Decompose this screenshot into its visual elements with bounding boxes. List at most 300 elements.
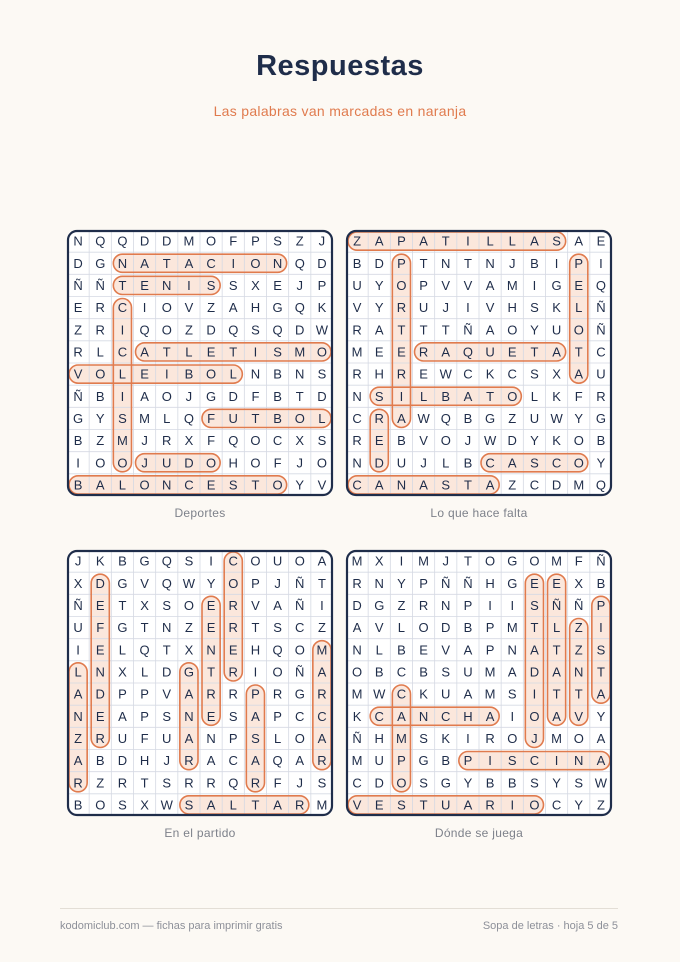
grid-letter: A <box>397 411 406 427</box>
grid-letter: X <box>251 278 260 294</box>
grid-letter: I <box>120 388 125 404</box>
grid-letter: O <box>161 388 172 404</box>
grid-letter: Q <box>183 411 194 427</box>
grid-letter: K <box>419 686 428 702</box>
grid-letter: R <box>485 797 495 813</box>
grid-letter: K <box>552 388 561 404</box>
puzzle-caption: Deportes <box>174 506 226 520</box>
grid-letter: Ñ <box>574 598 584 614</box>
grid-letter: F <box>229 233 238 249</box>
grid-letter: F <box>574 388 583 404</box>
grid-letter: O <box>206 233 217 249</box>
grid-letter: V <box>441 642 451 658</box>
grid-letter: I <box>599 255 603 271</box>
grid-letter: D <box>374 775 384 791</box>
grid-letter: A <box>463 388 473 404</box>
grid-letter: X <box>184 433 194 449</box>
grid-letter: A <box>184 731 194 747</box>
grid-letter: T <box>118 278 127 294</box>
grid-letter: V <box>374 620 384 636</box>
grid-letter: B <box>273 366 282 382</box>
grid-letter: O <box>507 322 518 338</box>
grid-letter: A <box>485 477 495 493</box>
grid-letter: L <box>273 731 282 747</box>
grid-letter: B <box>463 620 473 636</box>
grid-letter: Z <box>184 322 193 338</box>
grid-letter: E <box>273 278 282 294</box>
grid-letter: N <box>206 642 216 658</box>
grid-letter: X <box>118 664 127 680</box>
grid-letter: P <box>140 686 149 702</box>
grid-letter: P <box>463 753 473 769</box>
grid-letter: K <box>317 300 327 316</box>
grid-letter: S <box>441 477 451 493</box>
grid-letter: M <box>316 642 328 658</box>
grid-letter: F <box>207 433 216 449</box>
grid-letter: A <box>463 797 473 813</box>
grid-letter: Q <box>228 775 239 791</box>
grid-letter: Z <box>508 477 517 493</box>
grid-letter: W <box>550 411 563 427</box>
grid-letter: U <box>485 344 495 360</box>
grid-letter: U <box>272 553 283 569</box>
grid-letter: E <box>206 598 216 614</box>
grid-letter: G <box>95 255 106 271</box>
grid-letter: P <box>419 575 428 591</box>
grid-letter: N <box>117 255 128 271</box>
grid-letter: K <box>352 708 362 724</box>
grid-letter: Ñ <box>463 575 473 591</box>
grid-letter: A <box>552 708 561 724</box>
grid-letter: V <box>574 708 584 724</box>
grid-letter: O <box>250 255 261 271</box>
grid-letter: D <box>228 388 238 404</box>
grid-letter: V <box>463 278 473 294</box>
grid-letter: Y <box>463 775 473 791</box>
grid-letter: R <box>317 686 327 702</box>
grid-letter: L <box>229 366 237 382</box>
grid-letter: I <box>231 255 236 271</box>
grid-letter: T <box>207 664 216 680</box>
grid-letter: N <box>507 642 517 658</box>
grid-letter: F <box>140 731 149 747</box>
grid-letter: T <box>140 620 149 636</box>
grid-letter: Y <box>95 411 105 427</box>
grid-letter: V <box>73 366 83 382</box>
grid-letter: E <box>574 278 584 294</box>
grid-letter: N <box>162 278 172 294</box>
grid-letter: X <box>295 433 305 449</box>
grid-letter: U <box>463 664 473 680</box>
grid-letter: R <box>184 753 194 769</box>
grid-letter: Q <box>595 278 606 294</box>
grid-letter: E <box>397 344 406 360</box>
grid-letter: A <box>596 686 606 702</box>
grid-letter: P <box>485 642 495 658</box>
grid-letter: I <box>76 642 80 658</box>
grid-letter: K <box>485 366 495 382</box>
grid-letter: E <box>140 366 149 382</box>
grid-letter: Ñ <box>73 388 83 404</box>
grid-letter: N <box>396 477 407 493</box>
grid-letter: W <box>594 775 608 791</box>
grid-letter: O <box>485 553 496 569</box>
grid-letter: M <box>351 753 363 769</box>
grid-letter: G <box>374 598 385 614</box>
grid-letter: S <box>162 598 172 614</box>
grid-letter: B <box>441 388 451 404</box>
grid-letter: B <box>95 388 105 404</box>
grid-letter: B <box>73 477 83 493</box>
grid-letter: U <box>441 797 451 813</box>
grid-letter: O <box>95 797 106 813</box>
grid-letter: I <box>466 233 470 249</box>
grid-letter: T <box>419 797 428 813</box>
grid-letter: E <box>140 278 149 294</box>
grid-letter: O <box>352 664 363 680</box>
grid-letter: T <box>419 322 428 338</box>
grid-letter: X <box>374 553 384 569</box>
grid-letter: G <box>206 388 217 404</box>
grid-letter: O <box>161 322 172 338</box>
grid-letter: V <box>140 575 149 591</box>
grid-letter: P <box>251 686 260 702</box>
grid-letter: T <box>552 642 561 658</box>
grid-letter: G <box>139 553 150 569</box>
grid-letter: I <box>253 344 258 360</box>
grid-letter: Ñ <box>441 575 451 591</box>
grid-letter: D <box>73 255 83 271</box>
grid-letter: C <box>596 344 606 360</box>
grid-letter: B <box>397 642 406 658</box>
grid-letter: Q <box>228 322 239 338</box>
grid-letter: V <box>162 686 172 702</box>
grid-letter: B <box>441 753 451 769</box>
grid-letter: D <box>441 620 451 636</box>
grid-letter: S <box>206 278 216 294</box>
grid-letter: B <box>596 433 606 449</box>
grid-letter: S <box>184 797 194 813</box>
grid-letter: R <box>396 300 407 316</box>
grid-letter: A <box>317 664 327 680</box>
grid-letter: Ñ <box>551 598 562 614</box>
grid-letter: B <box>374 664 384 680</box>
grid-letter: F <box>273 775 282 791</box>
grid-letter: T <box>574 344 583 360</box>
grid-letter: S <box>273 344 282 360</box>
grid-letter: C <box>352 411 362 427</box>
grid-letter: U <box>441 686 451 702</box>
grid-letter: N <box>162 620 172 636</box>
grid-letter: R <box>206 775 216 791</box>
grid-letter: U <box>162 731 172 747</box>
grid-letter: A <box>184 686 194 702</box>
grid-letter: J <box>442 300 449 316</box>
grid-letter: C <box>374 708 384 724</box>
grid-letter: S <box>507 753 517 769</box>
grid-letter: U <box>352 278 362 294</box>
grid-letter: Q <box>272 642 283 658</box>
grid-letter: C <box>507 366 517 382</box>
grid-letter: J <box>442 553 449 569</box>
grid-letter: Ñ <box>596 300 606 316</box>
grid-letter: N <box>250 366 261 382</box>
grid-letter: E <box>374 797 384 813</box>
grid-letter: B <box>463 411 473 427</box>
grid-letter: R <box>418 344 429 360</box>
grid-letter: R <box>485 731 495 747</box>
grid-letter: T <box>162 642 171 658</box>
grid-letter: R <box>596 388 606 404</box>
grid-letter: R <box>95 731 105 747</box>
grid-letter: Y <box>530 322 539 338</box>
grid-letter: L <box>508 233 516 249</box>
grid-letter: M <box>395 731 407 747</box>
grid-letter: N <box>574 753 584 769</box>
grid-letter: I <box>554 255 559 271</box>
grid-letter: O <box>294 411 305 427</box>
grid-letter: O <box>507 731 518 747</box>
grid-letter: R <box>184 775 194 791</box>
grid-letter: R <box>418 598 429 614</box>
grid-letter: A <box>441 344 451 360</box>
grid-letter: I <box>399 553 404 569</box>
grid-letter: T <box>251 411 260 427</box>
grid-letter: S <box>397 797 406 813</box>
grid-letter: L <box>397 620 406 636</box>
grid-letter: L <box>229 797 237 813</box>
grid-letter: P <box>317 278 327 294</box>
grid-letter: Q <box>440 411 451 427</box>
grid-letter: Y <box>574 411 584 427</box>
grid-letter: E <box>374 344 384 360</box>
grid-letter: M <box>484 686 496 702</box>
grid-letter: I <box>554 753 559 769</box>
grid-letter: O <box>573 731 584 747</box>
grid-letter: R <box>352 322 362 338</box>
grid-letter: O <box>529 708 540 724</box>
grid-letter: A <box>352 620 362 636</box>
grid-letter: R <box>206 686 216 702</box>
grid-letter: M <box>351 553 363 569</box>
grid-letter: S <box>273 233 282 249</box>
grid-letter: I <box>599 620 603 636</box>
grid-letter: M <box>351 344 363 360</box>
grid-letter: W <box>439 366 452 382</box>
grid-letter: J <box>74 553 82 569</box>
grid-letter: O <box>529 553 540 569</box>
grid-letter: S <box>317 433 327 449</box>
grid-letter: N <box>485 255 495 271</box>
grid-letter: M <box>506 278 518 294</box>
grid-letter: N <box>206 731 216 747</box>
grid-letter: L <box>163 411 171 427</box>
grid-letter: B <box>352 255 362 271</box>
grid-letter: E <box>73 300 83 316</box>
word-search-grid <box>67 230 333 496</box>
page-subtitle: Las palabras van marcadas en naranja <box>213 103 467 119</box>
grid-letter: R <box>95 322 105 338</box>
grid-letter: E <box>596 233 606 249</box>
grid-letter: M <box>573 477 585 493</box>
grid-letter: S <box>419 775 428 791</box>
grid-letter: V <box>485 300 495 316</box>
grid-letter: H <box>228 455 238 471</box>
grid-letter: V <box>352 797 362 813</box>
grid-letter: G <box>272 300 283 316</box>
grid-letter: Y <box>574 797 584 813</box>
grid-letter: N <box>95 664 105 680</box>
grid-letter: H <box>463 708 473 724</box>
grid-letter: A <box>317 731 327 747</box>
grid-letter: A <box>552 344 561 360</box>
grid-letter: Y <box>596 455 606 471</box>
grid-letter: I <box>209 553 213 569</box>
grid-letter: I <box>120 322 125 338</box>
grid-letter: O <box>139 477 150 493</box>
grid-letter: O <box>95 366 106 382</box>
grid-letter: O <box>294 553 305 569</box>
grid-letter: H <box>507 300 517 316</box>
grid-letter: A <box>251 708 260 724</box>
grid-letter: I <box>510 708 515 724</box>
grid-letter: Q <box>462 344 473 360</box>
grid-letter: K <box>441 731 451 747</box>
grid-letter: O <box>294 731 305 747</box>
grid-letter: N <box>272 255 283 271</box>
grid-letter: S <box>118 797 127 813</box>
grid-letter: T <box>229 344 238 360</box>
grid-letter: W <box>417 411 430 427</box>
grid-letter: D <box>162 233 172 249</box>
grid-letter: P <box>574 255 584 271</box>
grid-letter: P <box>273 708 282 724</box>
grid-letter: T <box>317 575 326 591</box>
grid-letter: L <box>318 411 326 427</box>
grid-letter: D <box>139 233 150 249</box>
grid-letter: C <box>117 300 128 316</box>
grid-letter: O <box>272 664 283 680</box>
grid-letter: H <box>374 366 384 382</box>
grid-letter: O <box>294 642 305 658</box>
grid-letter: W <box>182 575 196 591</box>
grid-letter: H <box>485 575 495 591</box>
grid-letter: A <box>485 708 495 724</box>
grid-letter: A <box>374 322 384 338</box>
word-search-puzzle-sports <box>67 230 333 496</box>
grid-letter: Z <box>96 433 105 449</box>
footer-site-text: kodomiclub.com — fichas para imprimir gratis <box>60 920 283 932</box>
grid-letter: A <box>463 642 473 658</box>
grid-letter: S <box>228 708 238 724</box>
grid-letter: D <box>295 322 305 338</box>
grid-letter: P <box>397 753 406 769</box>
grid-letter: J <box>296 455 303 471</box>
grid-letter: A <box>574 366 584 382</box>
grid-letter: C <box>396 664 407 680</box>
grid-letter: Q <box>117 233 128 249</box>
grid-letter: O <box>440 433 451 449</box>
grid-letter: R <box>295 797 305 813</box>
grid-letter: T <box>441 233 450 249</box>
grid-letter: Z <box>397 598 406 614</box>
grid-letter: S <box>574 775 584 791</box>
grid-letter: P <box>485 620 495 636</box>
grid-letter: B <box>596 575 606 591</box>
grid-letter: J <box>296 775 303 791</box>
grid-letter: A <box>295 753 305 769</box>
grid-letter: Z <box>207 300 216 316</box>
grid-letter: D <box>117 753 128 769</box>
grid-letter: O <box>250 455 261 471</box>
grid-letter: C <box>117 344 128 360</box>
grid-letter: H <box>250 300 261 316</box>
grid-letter: Z <box>574 620 583 636</box>
grid-letter: L <box>375 642 383 658</box>
grid-letter: U <box>596 366 606 382</box>
grid-letter: P <box>140 708 149 724</box>
grid-letter: Y <box>552 775 561 791</box>
grid-letter: O <box>206 366 217 382</box>
grid-letter: E <box>374 433 384 449</box>
grid-letter: E <box>419 642 428 658</box>
grid-letter: C <box>206 255 216 271</box>
grid-letter: D <box>374 455 384 471</box>
grid-letter: Z <box>96 775 105 791</box>
grid-letter: A <box>140 388 149 404</box>
grid-letter: A <box>485 278 495 294</box>
grid-letter: N <box>73 233 83 249</box>
grid-letter: C <box>551 797 562 813</box>
grid-letter: A <box>374 477 384 493</box>
grid-letter: L <box>96 344 104 360</box>
grid-letter: Q <box>161 575 172 591</box>
grid-letter: I <box>488 598 492 614</box>
grid-letter: O <box>316 455 327 471</box>
grid-letter: O <box>573 433 584 449</box>
word-search-grid <box>67 550 333 816</box>
grid-letter: O <box>117 455 128 471</box>
grid-letter: G <box>507 553 518 569</box>
grid-letter: B <box>73 433 83 449</box>
grid-letter: P <box>463 598 473 614</box>
grid-letter: T <box>419 255 428 271</box>
grid-letter: Q <box>595 477 606 493</box>
grid-letter: S <box>118 411 127 427</box>
grid-letter: S <box>530 366 539 382</box>
grid-letter: Y <box>596 708 606 724</box>
grid-letter: X <box>574 575 584 591</box>
grid-letter: M <box>418 553 430 569</box>
grid-letter: A <box>463 686 473 702</box>
grid-letter: Ñ <box>596 322 606 338</box>
grid-letter: Y <box>397 575 406 591</box>
grid-letter: A <box>574 233 584 249</box>
grid-letter: Y <box>374 300 384 316</box>
grid-letter: V <box>419 433 428 449</box>
grid-letter: L <box>419 388 428 404</box>
grid-letter: P <box>228 731 238 747</box>
grid-letter: T <box>463 255 472 271</box>
grid-letter: W <box>315 322 329 338</box>
grid-letter: C <box>352 775 362 791</box>
grid-letter: U <box>551 322 562 338</box>
grid-letter: L <box>74 664 82 680</box>
grid-letter: Ñ <box>73 598 83 614</box>
grid-letter: J <box>464 433 472 449</box>
grid-letter: K <box>552 300 561 316</box>
grid-letter: F <box>273 455 282 471</box>
